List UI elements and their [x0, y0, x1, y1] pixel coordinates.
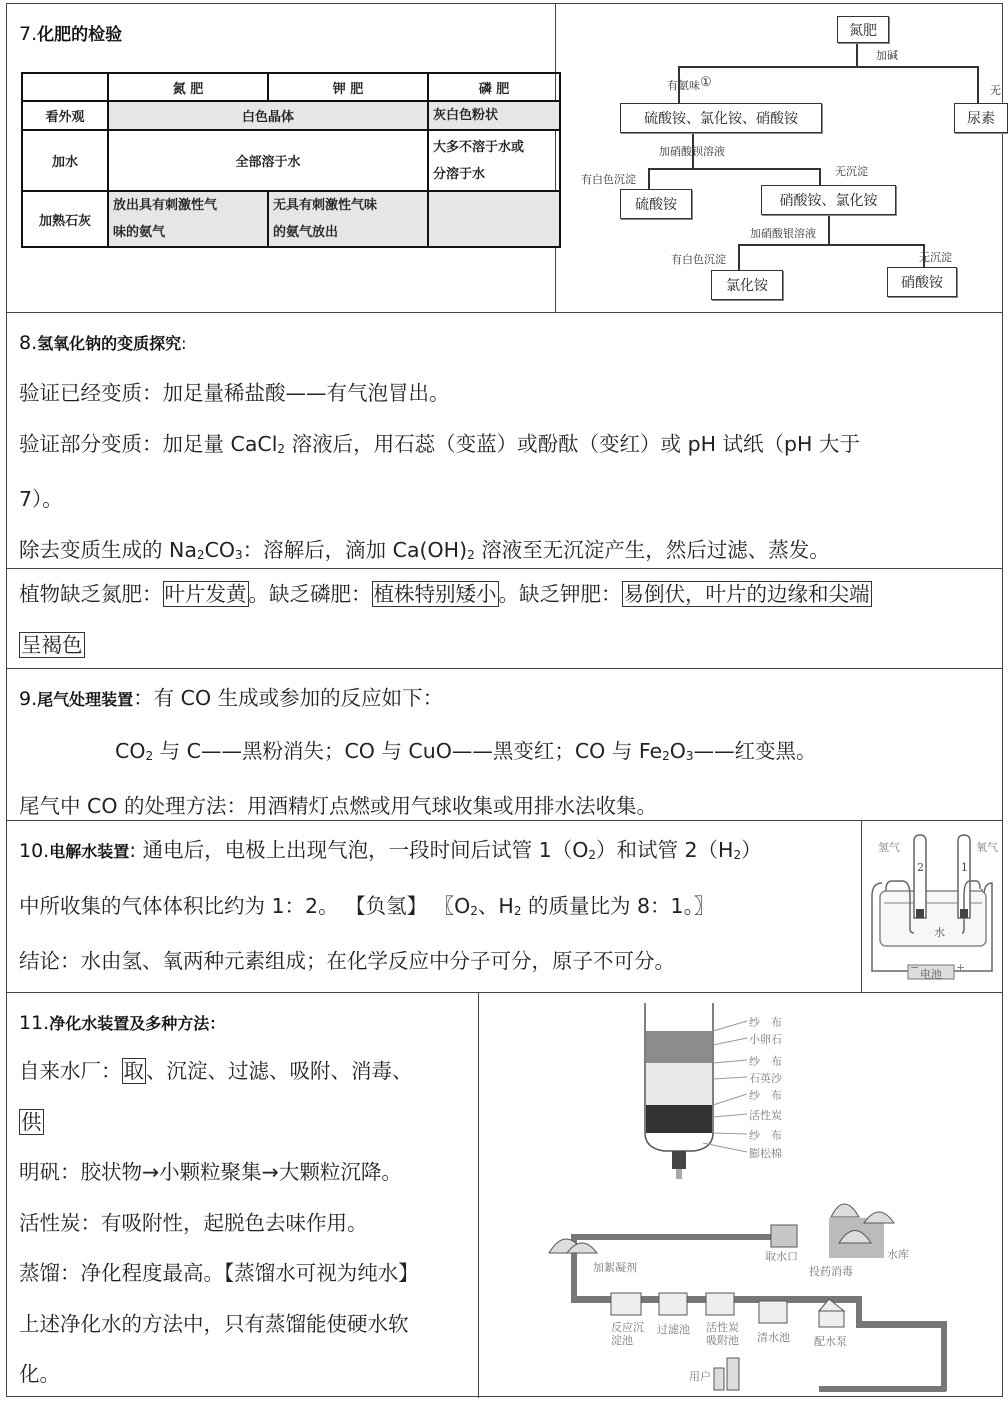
table-header-potassium: 钾 肥	[268, 73, 428, 101]
section-title: 氢氧化钠的变质探究	[37, 334, 182, 353]
label-no-precipitate: 无沉淀	[835, 165, 868, 178]
table-cell	[108, 191, 268, 247]
node-nitrogen-fertilizer: 氮肥	[837, 16, 889, 43]
subscript: 3	[685, 748, 694, 763]
label-white-precipitate: 有白色沉淀	[671, 253, 726, 266]
subscript: 2	[588, 848, 596, 862]
table-cell	[428, 130, 560, 191]
cell-line: 大多不溶于水或	[433, 139, 525, 155]
electrolysis-diagram	[862, 821, 1002, 992]
label-tube-1: 1	[961, 861, 968, 874]
text-line	[19, 881, 762, 937]
text: ——红变黑。	[693, 738, 817, 763]
text: 除去变质生成的 Na	[19, 537, 197, 562]
filter-label: 膨松棉	[749, 1147, 782, 1160]
section-title: 化肥的检验	[37, 25, 123, 45]
section-title: 电解水装置	[49, 842, 130, 861]
colon: ：	[209, 1014, 226, 1033]
section-number: 8.	[19, 332, 38, 354]
section-8-row	[7, 313, 1002, 569]
section-10-heading	[19, 842, 129, 861]
cell-line: 无具有刺激性气味	[273, 198, 378, 213]
text-line: 明矾：胶状物→小颗粒聚集→大颗粒沉降。	[19, 1160, 402, 1184]
text: 验证部分变质：加足量 CaCl	[19, 431, 278, 456]
label-minus: −	[910, 961, 920, 974]
plant-label-filter-tank: 过滤池	[657, 1323, 690, 1336]
subscript: 2	[733, 848, 742, 862]
text: 、沉淀、过滤、吸附、消毒、	[146, 1059, 413, 1083]
section-11-body	[19, 1046, 419, 1400]
plant-label-reaction-tank	[611, 1321, 644, 1347]
plant-label-carbon-tank	[706, 1321, 739, 1347]
cell-line: 分溶于水	[433, 166, 486, 182]
label-line: 吸附池	[706, 1334, 739, 1347]
text: ：有 CO 生成或参加的反应如下：	[133, 686, 444, 710]
filter-label: 纱 布	[749, 1089, 782, 1102]
boxed-answer-potassium-cont: 呈褐色	[21, 632, 83, 657]
text-line: 蒸馏：净化程度最高。【蒸馏水可视为纯水】	[19, 1261, 419, 1285]
label-add-alkali: 加碱	[876, 49, 898, 62]
text: 溶液后，用石蕊（变蓝）或酚酞（变红）或 pH 试纸（pH 大于	[285, 431, 860, 456]
plant-label-coagulant: 加絮凝剂	[593, 1261, 637, 1274]
text: 自来水厂：	[19, 1059, 122, 1083]
text: 、H	[477, 893, 514, 918]
section-number: 7.	[19, 23, 38, 45]
filter-label: 纱 布	[749, 1016, 782, 1029]
label-no-smell: 无	[990, 84, 1001, 97]
text: 与 C——黑粉消失；CO 与 CuO——黑变红；CO 与 Fe	[153, 738, 663, 763]
connector	[856, 41, 858, 67]
text: CO	[115, 738, 146, 763]
connector	[648, 168, 650, 190]
subscript: 2	[467, 547, 475, 562]
label-white-precipitate: 有白色沉淀	[581, 173, 636, 186]
text-line: 结论：水由氢、氧两种元素组成；在化学反应中分子可分，原子不可分。	[19, 949, 675, 973]
label-no-precipitate: 无沉淀	[919, 251, 952, 264]
table-header-empty	[22, 73, 108, 101]
water-purification-diagrams	[479, 993, 1002, 1398]
section-7-row	[7, 4, 1002, 313]
text: ：溶解后，滴加 Ca(OH)	[242, 537, 468, 562]
filter-label: 纱 布	[749, 1129, 782, 1142]
table-cell	[268, 191, 428, 247]
subscript: 3	[235, 547, 243, 562]
label-water: 水	[934, 926, 945, 939]
text-line: 上述净化水的方法中，只有蒸馏能使硬水软	[19, 1311, 409, 1336]
subscript: 2	[196, 547, 205, 562]
subscript: 2	[277, 441, 286, 456]
text-line: 化。	[19, 1362, 60, 1386]
node-ammonium-salts: 硫酸铵、氯化铵、硝酸铵	[620, 103, 822, 133]
node-ammonium-nitrate: 硝酸铵	[887, 267, 957, 297]
section-number: 10.	[19, 840, 50, 862]
table-row-label: 加水	[22, 130, 108, 191]
cell-line: 的氨气放出	[273, 225, 339, 240]
cell-line: 味的氨气	[113, 225, 166, 240]
filter-label: 小卵石	[749, 1033, 782, 1046]
table-row-label: 看外观	[22, 101, 108, 130]
label-text: 有氨味	[667, 79, 700, 92]
table-cell: 全部溶于水	[108, 130, 428, 191]
fertilizer-test-table	[21, 72, 561, 248]
node-ammonium-chloride: 氯化铵	[711, 270, 783, 300]
text: 。缺乏磷肥：	[248, 582, 372, 606]
boxed-supply: 供	[21, 1109, 42, 1134]
label-line: 反应沉	[611, 1321, 644, 1334]
table-cell	[428, 191, 560, 247]
label-ammonia-smell	[667, 75, 712, 93]
text: 。缺乏钾肥：	[498, 582, 622, 606]
connector	[828, 215, 830, 245]
cell-line: 放出具有刺激性气	[113, 198, 218, 213]
node-ammonium-sulfate: 硫酸铵	[620, 189, 692, 219]
section-10-row	[7, 821, 1002, 993]
plant-label-disinfect: 投药消毒	[809, 1265, 853, 1278]
plant-label-users: 用户	[689, 1370, 711, 1383]
section-9-body	[19, 673, 817, 832]
section-title: 尾气处理装置	[37, 690, 134, 709]
connector	[678, 66, 978, 68]
plant-label-clear-tank: 清水池	[757, 1331, 790, 1344]
text-line	[19, 1046, 419, 1097]
label-plus: +	[956, 961, 966, 974]
deficiency-body	[19, 569, 872, 670]
label-tube-2: 2	[917, 861, 924, 874]
notes-sheet	[6, 3, 1003, 1397]
label-add-silver-nitrate: 加硝酸银溶液	[750, 227, 816, 240]
connector	[977, 66, 979, 104]
text-line	[19, 673, 817, 726]
section-10-left	[7, 821, 862, 992]
label-line: 淀池	[611, 1334, 633, 1347]
text: O	[669, 738, 686, 763]
colon: :	[181, 334, 187, 353]
boxed-answer-phosphorus: 植株特别矮小	[373, 582, 497, 606]
plant-label-pump: 配水泵	[814, 1335, 847, 1348]
table-header-phosphorus: 磷 肥	[428, 73, 560, 101]
table-header-nitrogen: 氮 肥	[108, 73, 268, 101]
boxed-answer-potassium: 易倒伏，叶片的边缘和尖端	[623, 582, 870, 606]
text: 植物缺乏氮肥：	[19, 582, 163, 606]
section-9-row	[7, 669, 1002, 821]
text: : 通电后，电极上出现气泡，一段时间后试管 1（O	[129, 838, 589, 862]
text-line: 验证已经变质：加足量稀盐酸——有气泡冒出。	[19, 381, 450, 405]
text-line	[19, 825, 762, 881]
subscript: 2	[145, 748, 154, 763]
label-line: 活性炭	[706, 1321, 739, 1334]
section-11-heading	[19, 1011, 225, 1034]
text: ）和试管 2（H	[596, 838, 734, 862]
text: 溶液至无沉淀产生，然后过滤、蒸发。	[474, 537, 830, 562]
section-7-left	[7, 4, 556, 312]
subscript: 2	[662, 748, 670, 763]
boxed-intake: 取	[123, 1059, 144, 1083]
node-urea: 尿素	[954, 103, 1008, 133]
connector	[648, 168, 820, 170]
label-battery: 电池	[920, 968, 942, 981]
text-line	[19, 1097, 419, 1148]
text-line	[19, 620, 872, 671]
section-number: 9.	[19, 688, 38, 710]
label-oxygen: 氧气	[976, 841, 998, 854]
table-cell: 白色晶体	[108, 101, 428, 130]
text-line: 尾气中 CO 的处理方法：用酒精灯点燃或用气球收集或用排水法收集。	[19, 794, 657, 818]
text: ）	[741, 838, 762, 862]
section-9-heading	[19, 690, 133, 709]
section-11-left	[7, 993, 479, 1398]
table-cell: 灰白色粉状	[428, 101, 560, 130]
subscript: 2	[470, 903, 478, 918]
plant-label-intake: 取水口	[765, 1250, 798, 1263]
text-line	[19, 419, 860, 475]
section-10-body	[19, 825, 762, 987]
connector	[738, 244, 924, 246]
filter-label: 活性炭	[749, 1109, 782, 1122]
filter-label: 石英沙	[749, 1072, 782, 1085]
filter-label: 纱 布	[749, 1055, 782, 1068]
marker-circled-one: ①	[700, 75, 712, 90]
label-hydrogen: 氢气	[878, 841, 900, 854]
text-line	[19, 569, 872, 620]
connector	[819, 168, 821, 186]
connector	[738, 244, 740, 271]
subscript: 2	[513, 903, 522, 918]
text: 的质量比为 8：1。〗	[521, 893, 715, 918]
section-8-body	[19, 368, 860, 580]
section-7-heading	[19, 20, 122, 45]
section-number: 11.	[19, 1012, 50, 1034]
node-nitrate-chloride: 硝酸铵、氯化铵	[761, 185, 896, 215]
section-8-heading	[19, 331, 187, 354]
label-add-barium-nitrate: 加硝酸钡溶液	[659, 145, 725, 158]
section-title: 净化水装置及多种方法	[49, 1014, 210, 1033]
nitrogen-fertilizer-flowchart	[556, 4, 1002, 312]
plant-label-reservoir: 水库	[887, 1248, 909, 1261]
boxed-answer-nitrogen: 叶片发黄	[164, 582, 247, 606]
text-line: 7）。	[19, 487, 63, 511]
water-filter-icon	[479, 993, 1002, 1398]
text-line	[19, 726, 817, 782]
section-11-row	[7, 993, 1002, 1398]
nutrient-deficiency-row	[7, 569, 1002, 669]
table-row-label: 加熟石灰	[22, 191, 108, 247]
text: CO	[204, 537, 236, 562]
text-line: 活性炭：有吸附性，起脱色去味作用。	[19, 1210, 368, 1235]
text: 中所收集的气体体积比约为 1：2。 【负氢】 〖O	[19, 893, 471, 918]
